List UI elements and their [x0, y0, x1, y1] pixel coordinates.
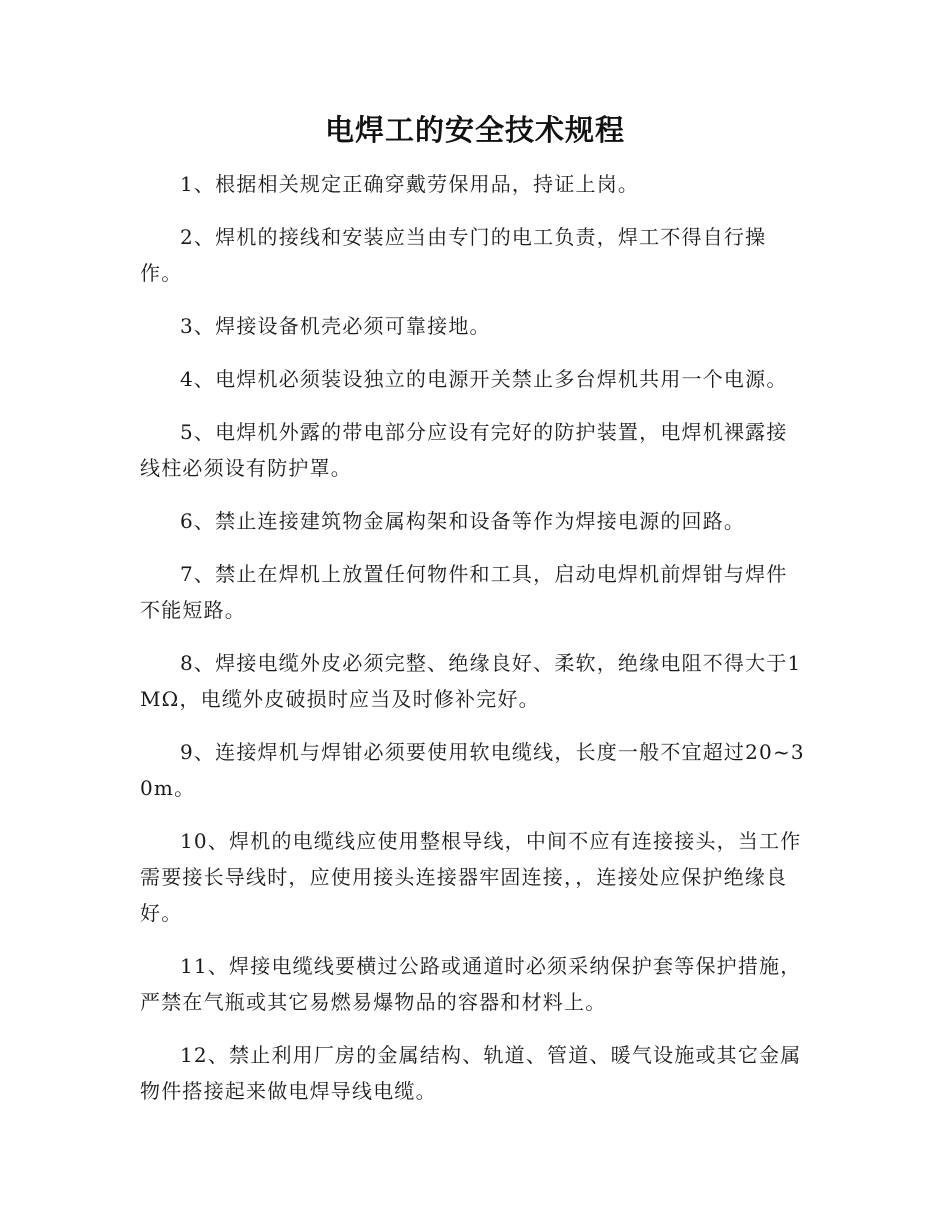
paragraph-8: 8、焊接电缆外皮必须完整、绝缘良好、柔软，绝缘电阻不得大于1MΩ，电缆外皮破损时应当及时修补完好。	[140, 651, 802, 711]
paragraph-5: 5、电焊机外露的带电部分应设有完好的防护装置，电焊机裸露接线柱必须设有防护罩。	[140, 420, 788, 480]
paragraph-2: 2、焊机的接线和安装应当由专门的电工负责，焊工不得自行操作。	[140, 225, 767, 285]
paragraph-12: 12、禁止利用厂房的金属结构、轨道、管道、暖气设施或其它金属物件搭接起来做电焊导线电缆。	[140, 1043, 802, 1103]
paragraph-1: 1、根据相关规定正确穿戴劳保用品，持证上岗。	[180, 172, 640, 196]
paragraph-7: 7、禁止在焊机上放置任何物件和工具，启动电焊机前焊钳与焊件不能短路。	[140, 562, 788, 622]
document-body	[140, 166, 806, 1126]
paragraph-3: 3、焊接设备机壳必须可靠接地。	[180, 314, 491, 338]
paragraph-11: 11、焊接电缆线要横过公路或通道时必须采纳保护套等保护措施，严禁在气瓶或其它易燃易爆物品的容器和材料上。	[140, 954, 802, 1014]
paragraph-10: 10、焊机的电缆线应使用整根导线，中间不应有连接接头，当工作需要接长导线时，应使用接头连接器牢固连接，，连接处应保护绝缘良好。	[140, 829, 802, 925]
paragraph-4: 4、电焊机必须装设独立的电源开关禁止多台焊机共用一个电源。	[180, 367, 788, 391]
paragraph-6: 6、禁止连接建筑物金属构架和设备等作为焊接电源的回路。	[180, 509, 746, 533]
document-title: 电焊工的安全技术规程	[324, 113, 625, 147]
paragraph-9: 9、连接焊机与焊钳必须要使用软电缆线，长度一般不宜超过20~30m。	[140, 740, 805, 800]
